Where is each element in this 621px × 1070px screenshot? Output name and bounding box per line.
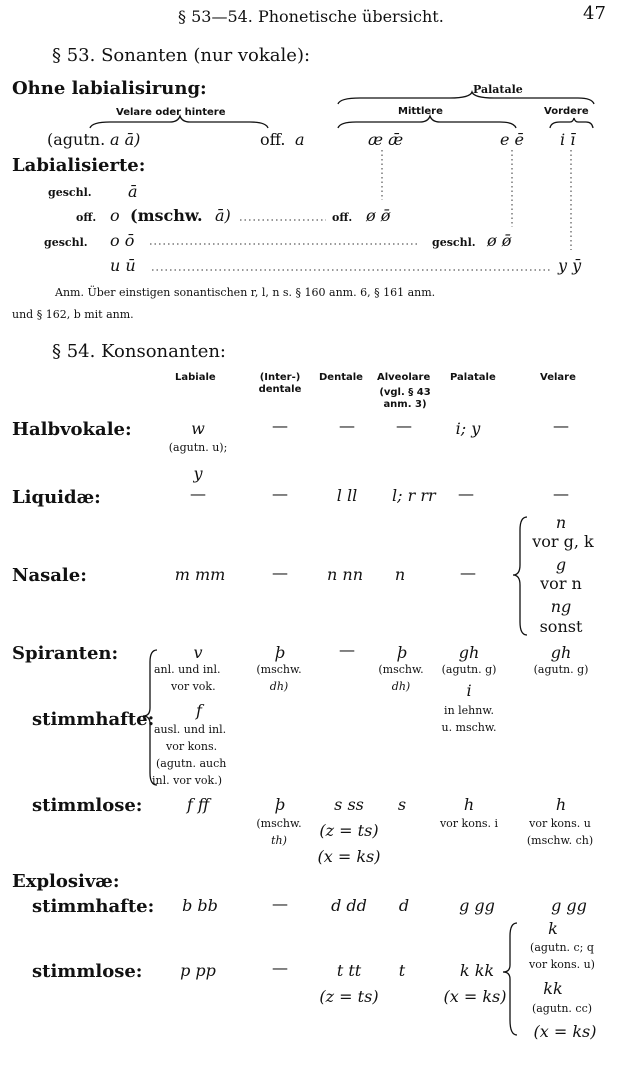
spir-sl-int-note-1: (mschw. <box>256 817 302 830</box>
spir-lab-v-note-1: anl. und inl. <box>154 663 221 676</box>
nas-velare-ng-note: sonst <box>539 617 583 636</box>
vowel-oe-closed: ø ø̄ <box>487 231 512 250</box>
running-header: § 53—54. Phonetische übersicht. <box>178 7 444 26</box>
nas-interdentale: — <box>272 563 288 582</box>
nas-velare-g: g <box>555 555 567 574</box>
halb-palatale: i; y <box>455 419 481 438</box>
labialisierte-label: Labialisierte: <box>12 155 146 176</box>
spir-sl-pal-note: vor kons. i <box>439 817 499 830</box>
liq-labiale: — <box>190 484 206 503</box>
col-alveolare: Alveolare <box>377 372 431 383</box>
row-liquidae-label: Liquidæ: <box>12 487 101 508</box>
spir-lab-v: v <box>193 643 203 662</box>
palatale-label: Palatale <box>473 83 523 96</box>
row-halbvokale-label: Halbvokale: <box>12 419 132 440</box>
spir-sl-den-z: (z = ts) <box>319 821 379 840</box>
nas-velare-g-note: vor n <box>540 574 582 593</box>
spir-alv-thorn: þ <box>396 643 408 662</box>
off-label: off. <box>260 130 286 149</box>
col-palatale: Palatale <box>450 372 496 383</box>
vowel-ae: æ ǣ <box>368 130 404 149</box>
spir-lab-f-note-2: vor kons. <box>166 740 218 753</box>
vowel-a-long: a ā) <box>110 130 141 149</box>
col-interdentale-2: dentale <box>258 384 302 395</box>
spir-dentale: — <box>339 640 355 659</box>
col-dentale: Dentale <box>319 372 363 383</box>
col-labiale: Labiale <box>175 372 216 383</box>
vowel-a-mschw: ā) <box>215 206 231 225</box>
spir-sl-vel-h: h <box>555 795 567 814</box>
expl-sl-interdentale: — <box>272 958 288 977</box>
section-54-heading: § 54. Konsonanten: <box>52 341 226 362</box>
spir-int-note-1: (mschw. <box>256 663 302 676</box>
expl-sl-velare-note-1: (agutn. c; q <box>530 941 594 954</box>
halb-labiale-y: y <box>193 464 203 483</box>
spir-lab-f-note-1: ausl. und inl. <box>154 723 227 736</box>
spir-int-thorn: þ <box>274 643 286 662</box>
vowel-a-rounded: ā <box>128 182 138 201</box>
vordere-label: Vordere <box>544 106 589 117</box>
geschl-label-2: geschl. <box>44 236 88 249</box>
spir-stimmhafte-label: stimmhafte: <box>32 709 155 730</box>
col-velare: Velare <box>540 372 576 383</box>
spir-sl-labiale: f ff <box>186 795 210 814</box>
expl-sh-palatale: g gg <box>459 896 495 915</box>
spir-alv-note-1: (mschw. <box>378 663 424 676</box>
nas-labiale: m mm <box>174 565 226 584</box>
expl-sl-alveolare: t <box>398 961 406 980</box>
vowel-y: y ȳ <box>558 256 582 275</box>
liq-interdentale: — <box>272 484 288 503</box>
expl-sl-dentale-z: (z = ts) <box>319 987 379 1006</box>
spir-lab-f-note-3: (agutn. auch <box>156 757 227 770</box>
vowel-i: i ī <box>560 130 576 149</box>
halb-velare: — <box>553 416 569 435</box>
anm-line-2: und § 162, b mit anm. <box>12 308 134 321</box>
spir-sl-vel-note-2: (mschw. ch) <box>526 834 594 847</box>
halb-interdentale: — <box>272 416 288 435</box>
spir-pal-mschw: u. mschw. <box>441 721 497 734</box>
expl-sl-palatale-x: (x = ks) <box>443 987 507 1006</box>
expl-sl-dentale: t tt <box>336 961 362 980</box>
spir-sl-den-x: (x = ks) <box>317 847 381 866</box>
liq-velare: — <box>553 484 569 503</box>
spir-vel-note: (agutn. g) <box>533 663 589 676</box>
vowel-e: e ē <box>500 130 525 149</box>
spir-sl-den-s: s ss <box>334 795 364 814</box>
expl-sh-alveolare: d <box>398 896 410 915</box>
col-alveolare-note-2: anm. 3) <box>383 399 427 410</box>
expl-sl-velare-kk: kk <box>543 979 563 998</box>
col-interdentale-1: (Inter-) <box>259 372 301 383</box>
spir-int-note-2: dh) <box>269 680 289 693</box>
mschw-label: (mschw. <box>130 206 203 225</box>
spir-vel-gh: gh <box>550 643 572 662</box>
geschl-label-3: geschl. <box>432 236 476 249</box>
nas-dentale: n nn <box>327 565 363 584</box>
expl-sl-labiale: p pp <box>180 961 216 980</box>
expl-sl-velare-k: k <box>548 919 558 938</box>
row-spiranten-label: Spiranten: <box>12 643 119 664</box>
vowel-oe-open: ø ø̄ <box>366 206 391 225</box>
liq-palatale: — <box>458 484 474 503</box>
expl-stimmhafte-label: stimmhafte: <box>32 896 155 917</box>
velare-label: Velare oder hintere <box>116 107 226 118</box>
spir-sl-alveolare: s <box>397 795 407 814</box>
nas-velare-n-note: vor g, k <box>532 532 594 551</box>
expl-stimmlose-label: stimmlose: <box>32 961 143 982</box>
vowel-o-open: o <box>110 206 120 225</box>
spir-sl-pal-h: h <box>463 795 475 814</box>
halb-labiale: w <box>191 419 205 438</box>
spir-sl-int-thorn: þ <box>274 795 286 814</box>
liq-dentale: l ll <box>336 486 358 505</box>
expl-sh-velare: g gg <box>551 896 587 915</box>
spir-lab-f: f <box>196 701 202 720</box>
spir-pal-i: i <box>466 681 472 700</box>
vowel-o-closed: o ō <box>110 231 135 250</box>
spir-lab-v-note-2: vor vok. <box>171 680 216 693</box>
nas-alveolare: n <box>394 565 406 584</box>
expl-sl-velare-note-2: vor kons. u) <box>529 958 595 971</box>
halb-labiale-note: (agutn. u); <box>168 441 228 454</box>
vowel-a-open: a <box>295 130 305 149</box>
row-nasale-label: Nasale: <box>12 565 87 586</box>
spir-sl-vel-note-1: vor kons. u <box>529 817 591 830</box>
off-label-3: off. <box>332 211 353 224</box>
spir-pal-gh: gh <box>458 643 480 662</box>
ohne-label: Ohne labialisirung: <box>12 78 207 99</box>
spir-stimmlose-label: stimmlose: <box>32 795 143 816</box>
expl-sh-dentale: d dd <box>331 896 367 915</box>
expl-sl-velare-x: (x = ks) <box>533 1022 597 1041</box>
nas-palatale: — <box>460 563 476 582</box>
liq-alveolare: l; r rr <box>392 486 436 505</box>
expl-sl-velare-note-3: (agutn. cc) <box>531 1002 593 1015</box>
spir-sl-int-note-2: th) <box>271 834 287 847</box>
expl-sh-labiale: b bb <box>182 896 218 915</box>
anm-line-1: Anm. Über einstigen sonantischen r, l, n s. § 160 anm. 6, § 161 anm. <box>55 286 436 299</box>
off-label-2: off. <box>76 211 97 224</box>
page-number: 47 <box>583 3 606 24</box>
halb-alveolare: — <box>396 416 412 435</box>
col-alveolare-note-1: (vgl. § 43 <box>379 387 431 398</box>
geschl-label-1: geschl. <box>48 186 92 199</box>
spir-pal-lehnw: in lehnw. <box>444 704 494 717</box>
section-53-heading: § 53. Sonanten (nur vokale): <box>52 45 311 66</box>
spir-alv-note-2: dh) <box>391 680 411 693</box>
nas-velare-ng: ng <box>550 597 572 616</box>
vowel-u: u ū <box>110 256 136 275</box>
nas-velare-n: n <box>555 513 567 532</box>
halb-dentale: — <box>339 416 355 435</box>
spir-lab-f-note-4: inl. vor vok.) <box>152 774 222 787</box>
mittlere-label: Mittlere <box>398 106 443 117</box>
agutn-paren: (agutn. <box>47 130 106 149</box>
row-explosivae-label: Explosivæ: <box>12 871 120 892</box>
spir-pal-note: (agutn. g) <box>441 663 497 676</box>
expl-sl-palatale: k kk <box>459 961 495 980</box>
expl-sh-interdentale: — <box>272 894 288 913</box>
